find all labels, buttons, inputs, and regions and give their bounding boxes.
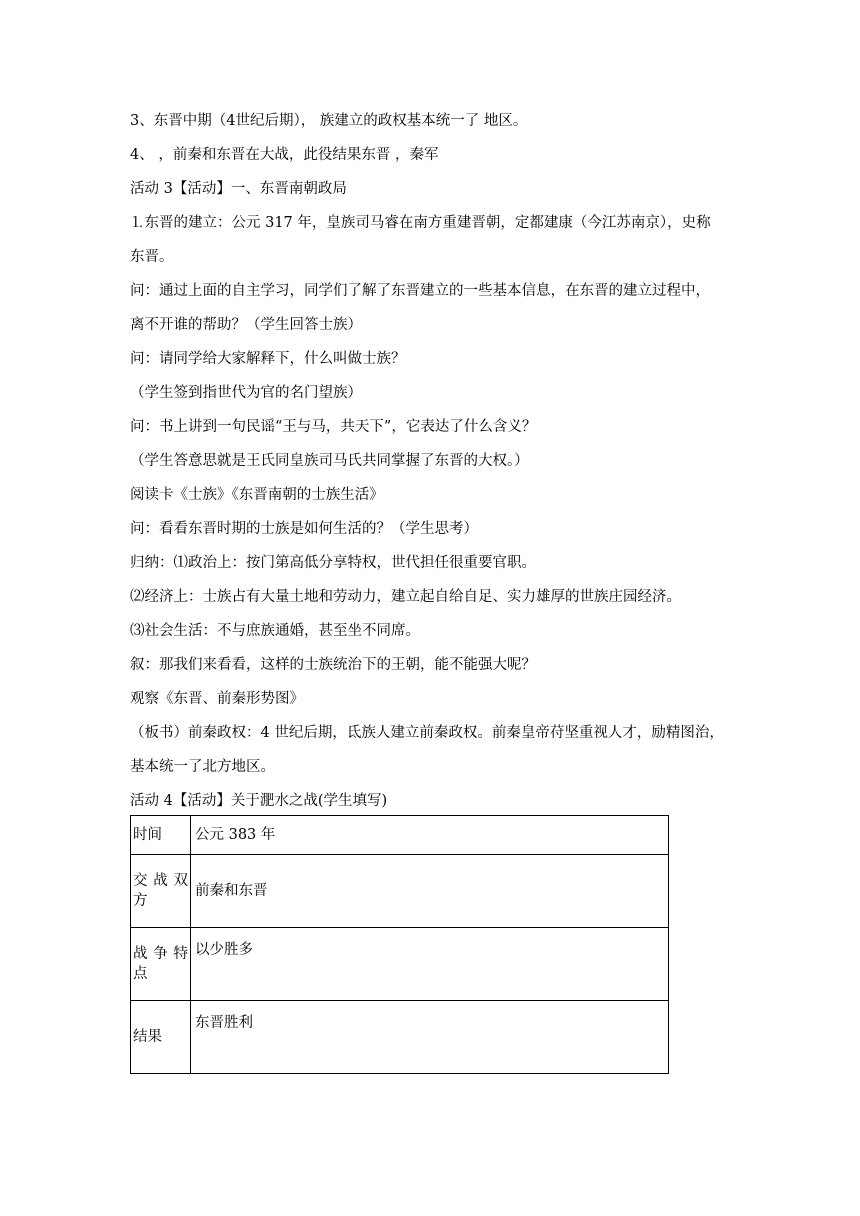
paragraph-line-7: 离不开谁的帮助？（学生回答士族） [130, 317, 362, 333]
table-cell-label: 战 争 特 点 [131, 928, 191, 1001]
paragraph-line-9: （学生签到指世代为官的名门望族） [130, 385, 362, 401]
table-row [131, 816, 669, 855]
feishui-battle-table [130, 815, 669, 1074]
table-cell-label: 时间 [131, 816, 191, 855]
table-row [131, 1001, 669, 1074]
paragraph-line-4: ⒈东晋的建立：公元 317 年，皇族司马睿在南方重建晋朝，定都建康（今江苏南京），史称 [130, 215, 711, 231]
paragraph-line-10: 问：书上讲到一句民谣“王与马，共天下”，它表达了什么含义？ [130, 419, 537, 435]
paragraph-line-11: （学生答意思就是王氏同皇族司马氏共同掌握了东晋的大权。） [130, 453, 529, 469]
table-row [131, 928, 669, 1001]
paragraph-line-15: ⑵经济上：士族占有大量土地和劳动力，建立起自给自足、实力雄厚的世族庄园经济。 [130, 589, 681, 605]
table-row [131, 855, 669, 928]
paragraph-line-2: 4、 ，前秦和东晋在大战，此役结果东晋 ，秦军 [130, 147, 439, 163]
table-cell-label: 交 战 双 方 [131, 855, 191, 928]
paragraph-line-18: 观察《东晋、前秦形势图》 [130, 691, 304, 707]
paragraph-line-6: 问：通过上面的自主学习，同学们了解了东晋建立的一些基本信息，在东晋的建立过程中， [130, 283, 710, 299]
paragraph-line-8: 问：请同学给大家解释下，什么叫做士族？ [130, 351, 406, 367]
paragraph-line-12: 阅读卡《士族》《东晋南朝的士族生活》 [130, 487, 384, 503]
activity-4-heading: 活动 4【活动】关于淝水之战(学生填写) [130, 793, 388, 809]
table-cell-value: 东晋胜利 [191, 1001, 669, 1074]
paragraph-line-16: ⑶社会生活：不与庶族通婚，甚至坐不同席。 [130, 623, 420, 639]
table-cell-value: 公元 383 年 [191, 816, 669, 855]
paragraph-line-5: 东晋。 [130, 249, 174, 265]
paragraph-line-19: （板书）前秦政权：4 世纪后期，氐族人建立前秦政权。前秦皇帝苻坚重视人才，励精图治， [130, 725, 724, 741]
activity-3-heading: 活动 3【活动】一、东晋南朝政局 [130, 181, 347, 197]
paragraph-line-20: 基本统一了北方地区。 [130, 759, 275, 775]
paragraph-line-1: 3、东晋中期（4世纪后期）， 族建立的政权基本统一了 地区。 [130, 113, 528, 129]
paragraph-line-13: 问：看看东晋时期的士族是如何生活的？（学生思考） [130, 521, 478, 537]
table-cell-value: 以少胜多 [191, 928, 669, 1001]
table-cell-value: 前秦和东晋 [191, 855, 669, 928]
paragraph-line-17: 叙：那我们来看看，这样的士族统治下的王朝，能不能强大呢？ [130, 657, 536, 673]
paragraph-line-14: 归纳：⑴政治上：按门第高低分享特权，世代担任很重要官职。 [130, 555, 536, 571]
table-cell-label: 结果 [131, 1001, 191, 1074]
